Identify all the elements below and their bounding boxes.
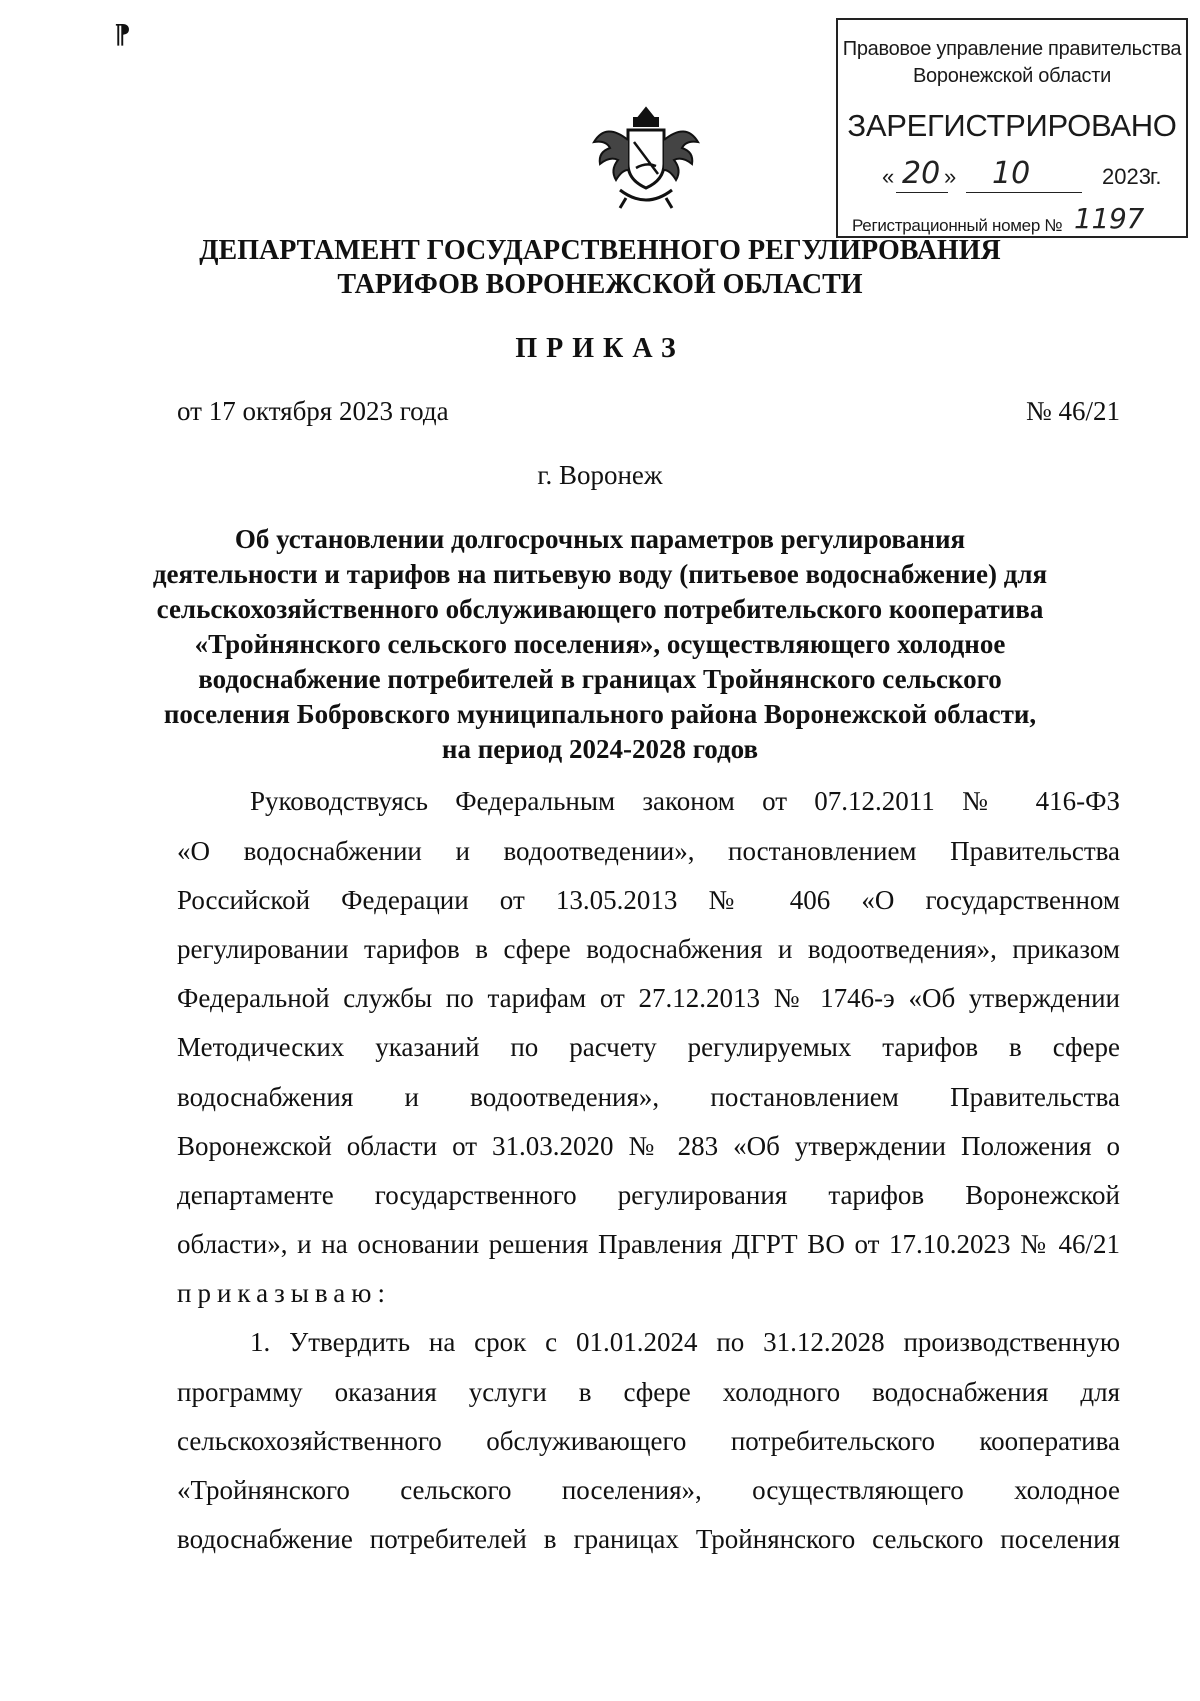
preamble-line: Федеральной службы по тарифам от 27.12.2013 № 1746-э «Об утверждении <box>177 983 1120 1013</box>
item-line: водоснабжение потребителей в границах Тройнянского сельского поселения <box>177 1524 1120 1554</box>
stamp-date-day: 20 <box>902 156 941 191</box>
title-line: «Тройнянского сельского поселения», осуществляющего холодное <box>194 629 1006 659</box>
title-line: деятельности и тарифов на питьевую воду (питьевое водоснабжение) для <box>152 559 1048 589</box>
title-line: поселения Бобровского муниципального района Воронежской области, <box>163 699 1037 729</box>
item-line: сельскохозяйственного обслуживающего потребительского кооператива <box>177 1426 1120 1456</box>
stamp-date-year-suffix: г. <box>1150 164 1162 189</box>
stamp-reg-label: Регистрационный номер № <box>852 216 1063 235</box>
order-title <box>150 522 1050 767</box>
preamble-line: водоснабжения и водоотведения», постановлением Правительства <box>177 1082 1120 1112</box>
stamp-status: ЗАРЕГИСТРИРОВАНО <box>847 108 1177 143</box>
preamble-line: Воронежской области от 31.03.2020 № 283 «Об утверждении Положения о <box>177 1131 1120 1161</box>
item-line: программу оказания услуги в сфере холодного водоснабжения для <box>177 1377 1120 1407</box>
document-type: ПРИКАЗ <box>515 333 685 364</box>
title-line: водоснабжение потребителей в границах Тройнянского сельского <box>198 664 1002 694</box>
order-number: № 46/21 <box>1025 396 1120 426</box>
department-name-line1: ДЕПАРТАМЕНТ ГОСУДАРСТВЕННОГО РЕГУЛИРОВАНИЯ <box>199 235 1001 266</box>
order-word: приказываю: <box>177 1278 391 1308</box>
stamp-date: « 20 » 10 2023 г. <box>882 156 1162 191</box>
page-mark: ⁋ <box>114 20 131 49</box>
stamp-org-line1: Правовое управление правительства <box>842 38 1182 60</box>
stamp-reg-number: 1197 <box>1074 202 1145 235</box>
title-line: на период 2024-2028 годов <box>441 734 759 764</box>
item-line: «Тройнянского сельского поселения», осуществляющего холодное <box>177 1475 1120 1505</box>
preamble-line: Методических указаний по расчету регулируемых тарифов в сфере <box>177 1032 1120 1062</box>
preamble-line: Руководствуясь Федеральным законом от 07.12.2011 № 416-ФЗ <box>250 786 1120 816</box>
order-date: от 17 октября 2023 года <box>177 396 449 426</box>
preamble-line: области», и на основании решения Правления ДГРТ ВО от 17.10.2023 № 46/21 <box>177 1229 1120 1259</box>
preamble-line: «О водоснабжении и водоотведении», постановлением Правительства <box>177 836 1120 866</box>
stamp-date-year: 2023 <box>1102 164 1151 189</box>
order-city: г. Воронеж <box>537 460 663 490</box>
stamp-date-month: 10 <box>992 156 1031 191</box>
registration-stamp <box>836 18 1188 238</box>
preamble-line: Российской Федерации от 13.05.2013 № 406 «О государственном <box>177 885 1120 915</box>
preamble-line: департаменте государственного регулирования тарифов Воронежской <box>177 1180 1120 1210</box>
title-line: сельскохозяйственного обслуживающего потребительского кооператива <box>156 594 1044 624</box>
title-line: Об установлении долгосрочных параметров регулирования <box>234 524 966 554</box>
coat-of-arms-emblem <box>590 106 702 210</box>
preamble-line: регулировании тарифов в сфере водоснабжения и водоотведения», приказом <box>177 934 1120 964</box>
department-name-line2: ТАРИФОВ ВОРОНЕЖСКОЙ ОБЛАСТИ <box>337 269 863 300</box>
item-line: 1. Утвердить на срок с 01.01.2024 по 31.12.2028 производственную <box>250 1327 1120 1357</box>
stamp-org-line2: Воронежской области <box>913 65 1111 87</box>
